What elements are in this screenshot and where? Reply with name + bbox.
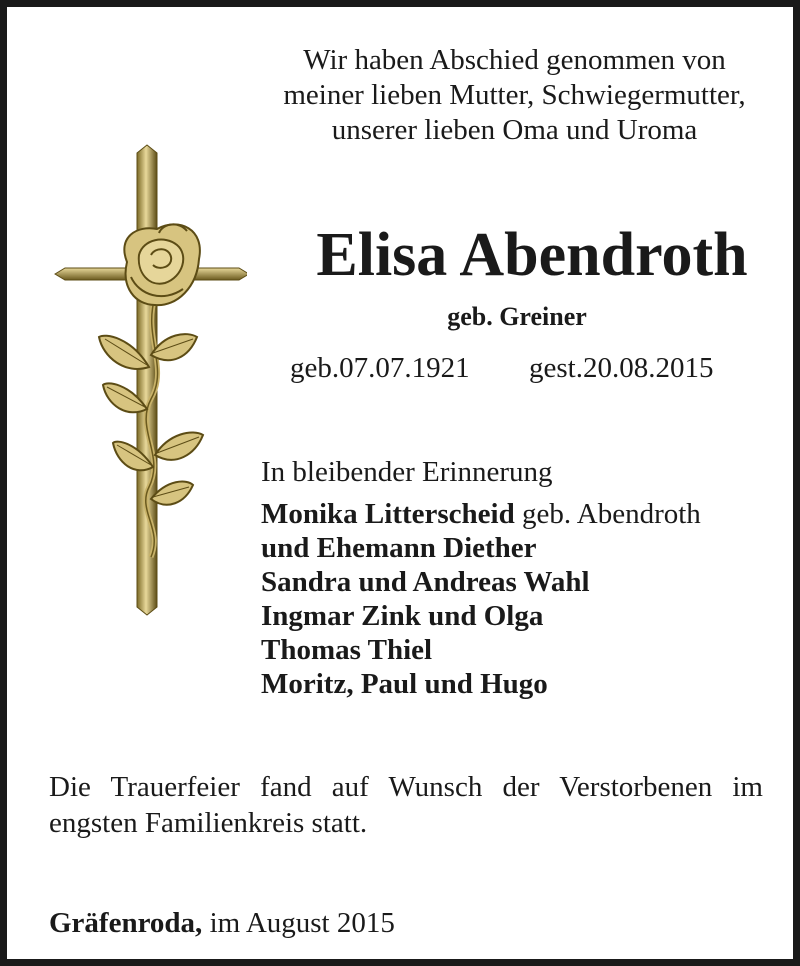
family-member — [261, 497, 701, 531]
maiden-name: geb. Greiner — [447, 302, 587, 331]
intro-text — [237, 43, 792, 148]
funeral-notice-line: Die Trauerfeier fand auf Wunsch der Verstorbenen im — [49, 771, 763, 803]
place-and-date — [49, 905, 395, 941]
deceased-name: Elisa Abendroth — [316, 221, 748, 289]
family-list — [261, 497, 701, 701]
family-member-maiden: geb. Abendroth — [514, 498, 701, 530]
family-member: Moritz, Paul und Hugo — [261, 668, 548, 700]
family-member-name: Monika Litterscheid — [261, 498, 515, 530]
memory-heading: In bleibender Erinnerung — [261, 456, 553, 488]
family-member: und Ehemann Diether — [261, 532, 537, 564]
birth-date: geb.07.07.1921 — [290, 352, 470, 384]
cross-with-rose-icon — [47, 137, 247, 617]
family-member: Ingmar Zink und Olga — [261, 600, 544, 632]
family-member: Sandra und Andreas Wahl — [261, 566, 590, 598]
funeral-notice — [49, 769, 763, 841]
intro-line: meiner lieben Mutter, Schwiegermutter, — [283, 79, 746, 111]
family-member: Thomas Thiel — [261, 634, 433, 666]
intro-line: unserer lieben Oma und Uroma — [331, 114, 698, 146]
notice-date: im August 2015 — [202, 907, 395, 939]
intro-line: Wir haben Abschied genommen von — [303, 44, 726, 76]
funeral-notice-line: engsten Familienkreis statt. — [49, 807, 368, 839]
death-date: gest.20.08.2015 — [529, 352, 714, 384]
place-name: Gräfenroda, — [49, 907, 203, 939]
